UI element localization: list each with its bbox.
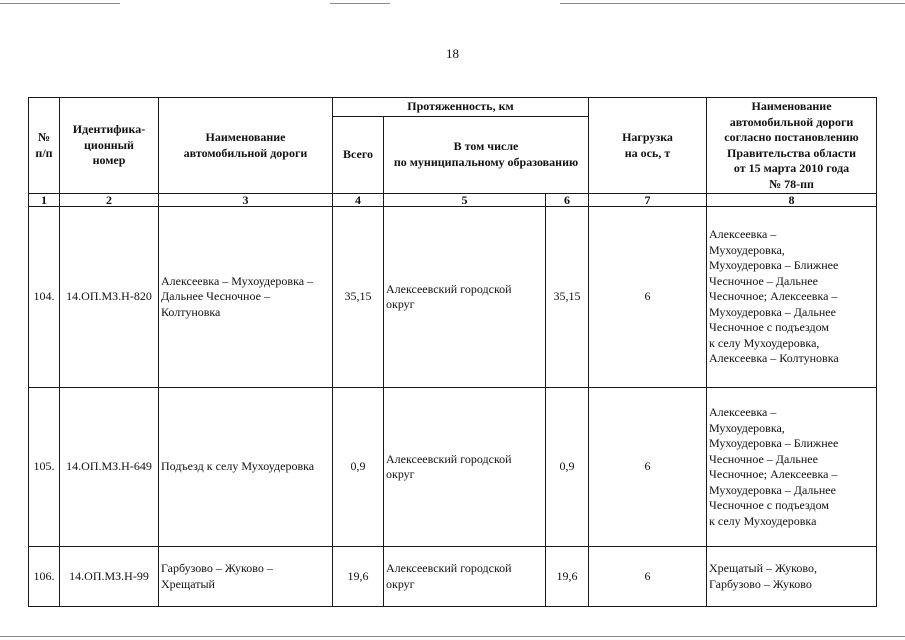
row-decree-name: Алексеевка – Мухоудеровка, Мухоудеровка – Ближнее Чесночное – Дальнее Чесночное; Алексеевка – Мухоудеровка – Дальнее Чесночное с подъездом к селу Мухоудеровка bbox=[707, 388, 877, 547]
column-number: 3 bbox=[159, 194, 333, 207]
scan-edge-line bbox=[0, 636, 905, 637]
scan-edge-line bbox=[560, 3, 905, 4]
header-axle-load bbox=[589, 98, 707, 194]
table-row bbox=[29, 207, 877, 388]
row-municipality: Алексеевский городской округ bbox=[384, 547, 546, 607]
row-id: 14.ОП.МЗ.Н-99 bbox=[60, 547, 159, 607]
column-number: 4 bbox=[333, 194, 384, 207]
row-total-length: 19,6 bbox=[333, 547, 384, 607]
row-axle-load: 6 bbox=[589, 207, 707, 388]
row-axle-load: 6 bbox=[589, 547, 707, 607]
scan-edge-line bbox=[330, 3, 390, 4]
column-number: 1 bbox=[29, 194, 60, 207]
roads-table bbox=[28, 97, 877, 607]
row-number: 104. bbox=[29, 207, 60, 388]
column-number: 5 bbox=[384, 194, 546, 207]
column-number: 6 bbox=[546, 194, 589, 207]
column-number: 8 bbox=[707, 194, 877, 207]
header-road-name-text: Наименование автомобильной дороги bbox=[183, 130, 308, 160]
table-row bbox=[29, 547, 877, 607]
row-id: 14.ОП.МЗ.Н-649 bbox=[60, 388, 159, 547]
header-axle-load-text: Нагрузка на ось, т bbox=[622, 130, 673, 160]
header-number bbox=[29, 98, 60, 194]
row-municipal-length: 19,6 bbox=[546, 547, 589, 607]
row-decree-name: Алексеевка – Мухоудеровка, Мухоудеровка – Ближнее Чесночное – Дальнее Чесночное; Алексеевка – Мухоудеровка – Дальнее Чесночное с подъездом к селу Мухоудеровка, Алексеевка – Колтуновка bbox=[707, 207, 877, 388]
row-axle-load: 6 bbox=[589, 388, 707, 547]
header-length-group-text: Протяженность, км bbox=[407, 99, 514, 113]
column-number: 2 bbox=[60, 194, 159, 207]
header-length-group bbox=[333, 98, 589, 117]
row-id: 14.ОП.МЗ.Н-820 bbox=[60, 207, 159, 388]
row-decree-name: Хрещатый – Жуково, Гарбузово – Жуково bbox=[707, 547, 877, 607]
row-municipality: Алексеевский городской округ bbox=[384, 207, 546, 388]
header-decree-name-text: Наименование автомобильной дороги согласно постановлению Правительства области от 15 марта 2010 года № 78-пп bbox=[724, 99, 859, 191]
row-total-length: 35,15 bbox=[333, 207, 384, 388]
header-total-text: Всего bbox=[343, 147, 373, 161]
row-total-length: 0,9 bbox=[333, 388, 384, 547]
column-number: 7 bbox=[589, 194, 707, 207]
page-number: 18 bbox=[446, 46, 459, 61]
row-municipality: Алексеевский городской округ bbox=[384, 388, 546, 547]
header-number-text: № п/п bbox=[35, 130, 53, 160]
table-row bbox=[29, 388, 877, 547]
row-road-name: Подъезд к селу Мухоудеровка bbox=[159, 388, 333, 547]
row-road-name: Алексеевка – Мухоудеровка – Дальнее Чесночное – Колтуновка bbox=[159, 207, 333, 388]
row-municipal-length: 0,9 bbox=[546, 388, 589, 547]
header-decree-name bbox=[707, 98, 877, 194]
row-number: 105. bbox=[29, 388, 60, 547]
row-road-name: Гарбузово – Жуково – Хрещатый bbox=[159, 547, 333, 607]
header-total bbox=[333, 116, 384, 194]
row-municipal-length: 35,15 bbox=[546, 207, 589, 388]
header-municipal-text: В том числе по муниципальному образованию bbox=[393, 139, 579, 169]
header-road-name bbox=[159, 98, 333, 194]
header-id bbox=[60, 98, 159, 194]
header-municipal bbox=[384, 116, 589, 194]
scan-edge-line bbox=[0, 3, 120, 4]
row-number: 106. bbox=[29, 547, 60, 607]
header-id-text: Идентифика- ционный номер bbox=[72, 122, 146, 168]
